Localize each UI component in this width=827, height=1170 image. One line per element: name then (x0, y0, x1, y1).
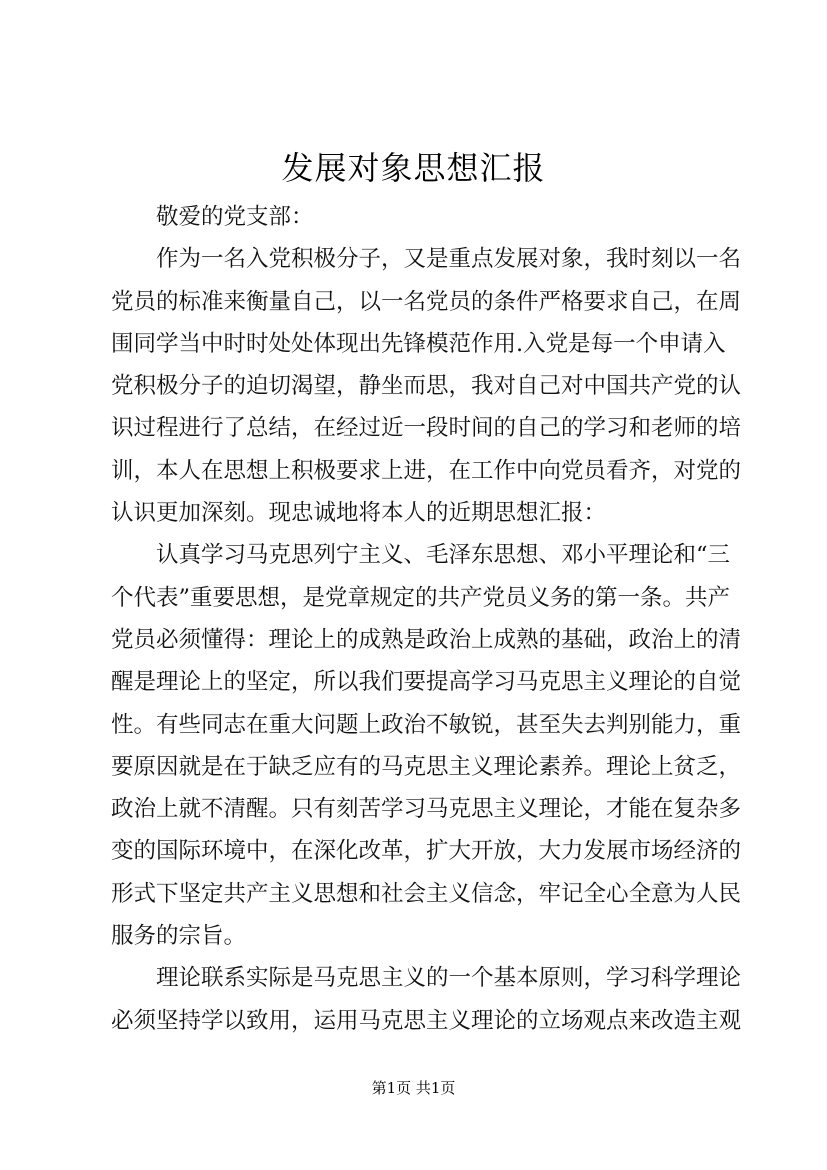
paragraph-line: 形式下坚定共产主义思想和社会主义信念，牢记全心全意为人民 (111, 880, 742, 907)
paragraph (111, 238, 742, 534)
paragraph-line: 醒是理论上的坚定，所以我们要提高学习马克思主义理论的自觉 (111, 669, 742, 696)
paragraph-line: 认真学习马克思列宁主义、毛泽东思想、邓小平理论和“三 (156, 542, 731, 569)
paragraph (111, 534, 742, 957)
paragraph-line: 围同学当中时时处处体现出先锋模范作用.入党是每一个申请入 (111, 330, 726, 357)
paragraph-line: 变的国际环境中，在深化改革，扩大开放，大力发展市场经济的 (111, 838, 742, 865)
paragraph-line: 党员的标准来衡量自己，以一名党员的条件严格要求自己，在周 (111, 288, 742, 315)
paragraph-line: 性。有些同志在重大问题上政治不敏锐，甚至失去判别能力，重 (111, 711, 742, 738)
paragraph-line: 政治上就不清醒。只有刻苦学习马克思主义理论，才能在复杂多 (111, 796, 742, 823)
paragraph-line: 服务的宗旨。 (111, 923, 247, 950)
paragraph (111, 957, 742, 1042)
page-number-footer: 第1页 共1页 (371, 1079, 456, 1097)
document-title: 发展对象思想汇报 (281, 149, 546, 187)
paragraph-line: 识过程进行了总结，在经过近一段时间的自己的学习和老师的培 (111, 415, 742, 442)
paragraph-line: 要原因就是在于缺乏应有的马克思主义理论素养。理论上贫乏， (111, 753, 742, 780)
paragraph-line: 认识更加深刻。现忠诚地将本人的近期思想汇报： (111, 500, 607, 527)
paragraph-line: 训，本人在思想上积极要求上进，在工作中向党员看齐，对党的 (111, 457, 742, 484)
paragraph-line: 必须坚持学以致用，运用马克思主义理论的立场观点来改造主观 (111, 1007, 742, 1034)
paragraph-line: 理论联系实际是马克思主义的一个基本原则，学习科学理论 (156, 965, 742, 992)
paragraph-line: 个代表”重要思想，是党章规定的共产党员义务的第一条。共产 (111, 584, 731, 611)
salutation: 敬爱的党支部： (156, 204, 314, 230)
paragraph-line: 党员必须懂得：理论上的成熟是政治上成熟的基础，政治上的清 (111, 626, 742, 653)
document-body (111, 196, 742, 1042)
paragraph-line: 作为一名入党积极分子，又是重点发展对象，我时刻以一名 (156, 246, 742, 273)
paragraph-line: 党积极分子的迫切渴望，静坐而思，我对自己对中国共产党的认 (111, 373, 742, 400)
